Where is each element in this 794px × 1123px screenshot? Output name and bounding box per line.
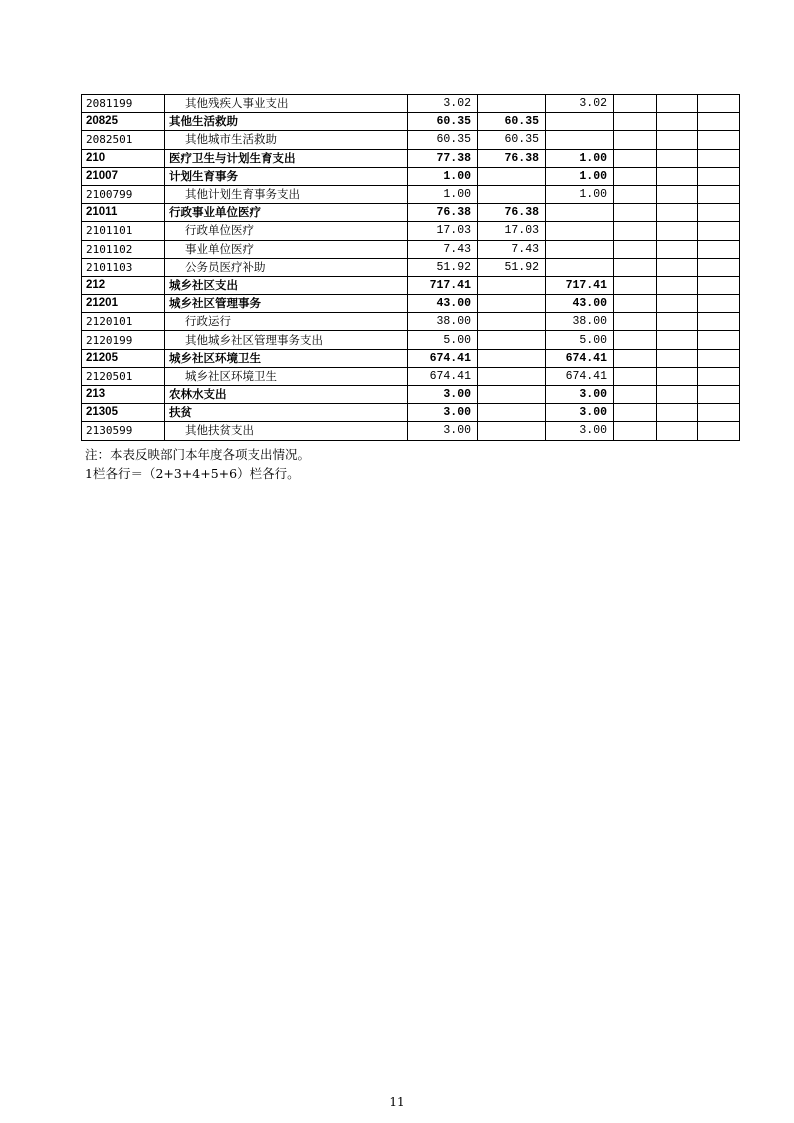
cell-code: 2081199 [82, 95, 165, 113]
cell-col-5 [657, 113, 698, 131]
cell-col-6 [698, 204, 740, 222]
cell-col-4 [614, 204, 657, 222]
cell-col-5 [657, 240, 698, 258]
cell-col-6 [698, 295, 740, 313]
cell-col-6 [698, 386, 740, 404]
cell-name: 城乡社区管理事务 [165, 295, 408, 313]
cell-col-6 [698, 222, 740, 240]
cell-col-5 [657, 258, 698, 276]
cell-col-2: 7.43 [478, 240, 546, 258]
cell-col-4 [614, 167, 657, 185]
cell-col-5 [657, 386, 698, 404]
cell-col-2 [478, 295, 546, 313]
cell-name: 行政单位医疗 [165, 222, 408, 240]
cell-col-6 [698, 349, 740, 367]
table-row [82, 131, 740, 149]
cell-col-2 [478, 185, 546, 203]
cell-col-2: 60.35 [478, 113, 546, 131]
cell-col-5 [657, 185, 698, 203]
cell-col-3 [546, 240, 614, 258]
cell-col-3 [546, 258, 614, 276]
cell-col-2: 51.92 [478, 258, 546, 276]
cell-name: 公务员医疗补助 [165, 258, 408, 276]
cell-col-4 [614, 404, 657, 422]
cell-total: 51.92 [408, 258, 478, 276]
cell-col-3: 5.00 [546, 331, 614, 349]
cell-name: 其他计划生育事务支出 [165, 185, 408, 203]
cell-col-3: 1.00 [546, 149, 614, 167]
cell-code: 21011 [82, 204, 165, 222]
cell-col-5 [657, 349, 698, 367]
cell-code: 2100799 [82, 185, 165, 203]
table-row [82, 258, 740, 276]
table-row [82, 276, 740, 294]
cell-total: 3.00 [408, 386, 478, 404]
cell-col-2 [478, 386, 546, 404]
cell-col-2 [478, 95, 546, 113]
cell-code: 21305 [82, 404, 165, 422]
cell-code: 2120199 [82, 331, 165, 349]
cell-code: 2082501 [82, 131, 165, 149]
cell-col-5 [657, 149, 698, 167]
table-row [82, 240, 740, 258]
cell-col-2 [478, 276, 546, 294]
cell-col-5 [657, 367, 698, 385]
cell-name: 医疗卫生与计划生育支出 [165, 149, 408, 167]
cell-name: 计划生育事务 [165, 167, 408, 185]
cell-name: 行政事业单位医疗 [165, 204, 408, 222]
cell-code: 20825 [82, 113, 165, 131]
cell-col-2 [478, 349, 546, 367]
cell-total: 76.38 [408, 204, 478, 222]
cell-name: 其他城乡社区管理事务支出 [165, 331, 408, 349]
cell-col-3: 1.00 [546, 167, 614, 185]
cell-col-5 [657, 422, 698, 440]
cell-col-6 [698, 422, 740, 440]
cell-total: 717.41 [408, 276, 478, 294]
cell-col-3 [546, 113, 614, 131]
table-row [82, 113, 740, 131]
cell-col-4 [614, 295, 657, 313]
cell-col-6 [698, 367, 740, 385]
cell-col-2 [478, 331, 546, 349]
table-row [82, 95, 740, 113]
cell-code: 213 [82, 386, 165, 404]
cell-col-6 [698, 240, 740, 258]
cell-code: 2120501 [82, 367, 165, 385]
table-row [82, 149, 740, 167]
cell-col-2 [478, 404, 546, 422]
cell-col-6 [698, 149, 740, 167]
cell-col-2 [478, 167, 546, 185]
page-number: 11 [389, 1095, 405, 1109]
cell-col-6 [698, 313, 740, 331]
cell-col-3: 717.41 [546, 276, 614, 294]
cell-col-3: 3.00 [546, 404, 614, 422]
cell-total: 1.00 [408, 185, 478, 203]
cell-col-4 [614, 240, 657, 258]
cell-col-3 [546, 204, 614, 222]
cell-code: 2130599 [82, 422, 165, 440]
cell-col-3: 3.02 [546, 95, 614, 113]
note-line-2: 1栏各行＝（2+3+4+5+6）栏各行。 [85, 466, 300, 481]
table-row [82, 222, 740, 240]
cell-name: 城乡社区支出 [165, 276, 408, 294]
cell-col-2 [478, 367, 546, 385]
cell-col-4 [614, 185, 657, 203]
cell-col-3: 1.00 [546, 185, 614, 203]
cell-col-6 [698, 167, 740, 185]
cell-code: 21205 [82, 349, 165, 367]
cell-total: 38.00 [408, 313, 478, 331]
cell-col-5 [657, 313, 698, 331]
cell-col-5 [657, 295, 698, 313]
cell-col-2: 76.38 [478, 204, 546, 222]
cell-col-6 [698, 131, 740, 149]
cell-col-4 [614, 349, 657, 367]
cell-total: 17.03 [408, 222, 478, 240]
cell-total: 3.02 [408, 95, 478, 113]
cell-total: 3.00 [408, 404, 478, 422]
cell-col-6 [698, 258, 740, 276]
cell-col-4 [614, 95, 657, 113]
cell-col-5 [657, 95, 698, 113]
note-line-1: 注：本表反映部门本年度各项支出情况。 [85, 447, 311, 462]
cell-col-4 [614, 222, 657, 240]
cell-code: 212 [82, 276, 165, 294]
cell-total: 674.41 [408, 349, 478, 367]
cell-col-3: 43.00 [546, 295, 614, 313]
cell-col-6 [698, 276, 740, 294]
cell-total: 60.35 [408, 131, 478, 149]
cell-total: 3.00 [408, 422, 478, 440]
cell-col-5 [657, 331, 698, 349]
cell-name: 其他生活救助 [165, 113, 408, 131]
cell-col-3 [546, 222, 614, 240]
cell-total: 1.00 [408, 167, 478, 185]
cell-code: 2101101 [82, 222, 165, 240]
cell-col-3: 674.41 [546, 349, 614, 367]
cell-col-6 [698, 95, 740, 113]
table-row [82, 349, 740, 367]
table-row [82, 404, 740, 422]
cell-total: 43.00 [408, 295, 478, 313]
cell-col-3: 674.41 [546, 367, 614, 385]
cell-col-3: 3.00 [546, 386, 614, 404]
cell-name: 行政运行 [165, 313, 408, 331]
cell-col-6 [698, 113, 740, 131]
table-row [82, 295, 740, 313]
table-row [82, 422, 740, 440]
cell-name: 城乡社区环境卫生 [165, 349, 408, 367]
cell-col-3: 3.00 [546, 422, 614, 440]
cell-name: 城乡社区环境卫生 [165, 367, 408, 385]
cell-code: 21201 [82, 295, 165, 313]
cell-col-2 [478, 313, 546, 331]
cell-col-6 [698, 185, 740, 203]
cell-col-4 [614, 313, 657, 331]
table-row [82, 204, 740, 222]
cell-col-5 [657, 167, 698, 185]
table-row [82, 167, 740, 185]
cell-col-5 [657, 204, 698, 222]
cell-col-2: 60.35 [478, 131, 546, 149]
table-row [82, 313, 740, 331]
cell-col-4 [614, 331, 657, 349]
cell-code: 210 [82, 149, 165, 167]
cell-col-6 [698, 404, 740, 422]
cell-col-2 [478, 422, 546, 440]
cell-col-5 [657, 222, 698, 240]
table-notes [85, 445, 310, 483]
cell-name: 其他城市生活救助 [165, 131, 408, 149]
cell-col-5 [657, 276, 698, 294]
cell-col-3: 38.00 [546, 313, 614, 331]
cell-code: 21007 [82, 167, 165, 185]
table-row [82, 331, 740, 349]
cell-col-4 [614, 386, 657, 404]
cell-code: 2120101 [82, 313, 165, 331]
cell-name: 扶贫 [165, 404, 408, 422]
cell-code: 2101103 [82, 258, 165, 276]
table-row [82, 386, 740, 404]
cell-name: 事业单位医疗 [165, 240, 408, 258]
cell-total: 674.41 [408, 367, 478, 385]
cell-col-2: 17.03 [478, 222, 546, 240]
cell-col-4 [614, 422, 657, 440]
table-row [82, 367, 740, 385]
cell-code: 2101102 [82, 240, 165, 258]
cell-col-4 [614, 258, 657, 276]
cell-col-6 [698, 331, 740, 349]
expenditure-table-body [82, 95, 740, 441]
cell-col-4 [614, 113, 657, 131]
cell-col-2: 76.38 [478, 149, 546, 167]
cell-total: 60.35 [408, 113, 478, 131]
cell-name: 其他残疾人事业支出 [165, 95, 408, 113]
cell-col-5 [657, 131, 698, 149]
cell-total: 7.43 [408, 240, 478, 258]
table-row [82, 185, 740, 203]
cell-col-4 [614, 367, 657, 385]
cell-name: 其他扶贫支出 [165, 422, 408, 440]
cell-total: 77.38 [408, 149, 478, 167]
cell-col-5 [657, 404, 698, 422]
cell-col-4 [614, 149, 657, 167]
cell-col-3 [546, 131, 614, 149]
expenditure-table [81, 94, 740, 441]
cell-total: 5.00 [408, 331, 478, 349]
cell-name: 农林水支出 [165, 386, 408, 404]
cell-col-4 [614, 276, 657, 294]
cell-col-4 [614, 131, 657, 149]
